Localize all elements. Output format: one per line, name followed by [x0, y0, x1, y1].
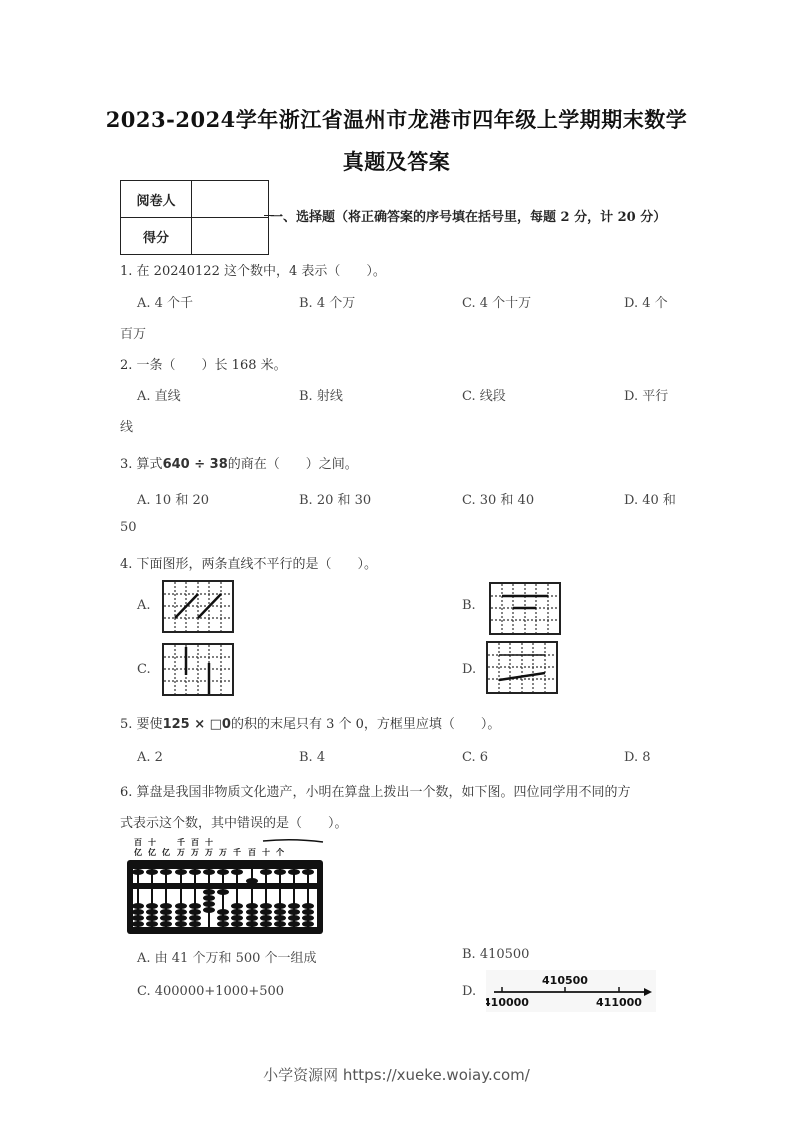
- grid-figure-a[interactable]: [162, 580, 234, 633]
- document-title-line1: 2023-2024学年浙江省温州市龙港市四年级上学期期末数学: [105, 107, 688, 132]
- svg-text:百: 百: [191, 838, 199, 847]
- q1-option-c[interactable]: C. 4 个十万: [462, 296, 532, 311]
- question-stem-after: 的商在（ ）之间。: [227, 457, 358, 472]
- svg-text:亿: 亿: [148, 848, 156, 857]
- grid-figure-d[interactable]: [486, 641, 558, 694]
- document-title-line2: 真题及答案: [342, 149, 451, 174]
- q6-option-d[interactable]: D.: [462, 984, 477, 999]
- svg-text:百: 百: [248, 848, 256, 857]
- svg-text:十: 十: [205, 838, 213, 847]
- math-expression: 125 × □0: [162, 717, 231, 732]
- svg-text:千: 千: [233, 848, 241, 857]
- q6-option-a[interactable]: A. 由 41 个万和 500 个一组成: [137, 951, 317, 966]
- q2-option-a[interactable]: A. 直线: [137, 389, 181, 404]
- q4-option-d[interactable]: D.: [462, 662, 477, 677]
- question-stem: 一条（ ）长 168 米。: [136, 358, 287, 373]
- question-number: 2.: [120, 358, 133, 373]
- q2-option-b[interactable]: B. 射线: [299, 389, 343, 404]
- q2-option-c[interactable]: C. 线段: [462, 389, 506, 404]
- grader-row: [121, 181, 269, 218]
- grid-figure-c[interactable]: [162, 643, 234, 696]
- question-number: 5.: [120, 717, 133, 732]
- q3-option-c[interactable]: C. 30 和 40: [462, 493, 535, 508]
- q3-option-d[interactable]: D. 40 和: [624, 493, 676, 508]
- question-stem-before: 算式: [136, 457, 163, 472]
- question-number: 4.: [120, 557, 133, 572]
- svg-text:百: 百: [134, 838, 142, 847]
- question-6: [120, 781, 631, 800]
- numberline-mid-label: 410500: [542, 974, 588, 987]
- score-value-field[interactable]: [192, 218, 269, 255]
- svg-text:亿: 亿: [162, 848, 170, 857]
- q1-option-d-wrap: 百万: [120, 327, 147, 342]
- question-stem: 算盘是我国非物质文化遗产，小明在算盘上拨出一个数，如下图。四位同学用不同的方: [136, 785, 631, 800]
- svg-text:万: 万: [205, 848, 213, 857]
- q5-option-d[interactable]: D. 8: [624, 750, 651, 765]
- question-stem: 下面图形，两条直线不平行的是（ ）。: [136, 557, 378, 572]
- q4-option-b[interactable]: B.: [462, 598, 476, 613]
- q2-option-d[interactable]: D. 平行: [624, 389, 669, 404]
- q4-option-a[interactable]: A.: [137, 598, 151, 613]
- question-2: [120, 354, 287, 373]
- svg-text:亿: 亿: [134, 848, 142, 857]
- q2-option-d-wrap: 线: [120, 420, 134, 435]
- section-heading: 一、选择题（将正确答案的序号填在括号里，每题 2 分，计 20 分）: [270, 206, 666, 225]
- question-number: 6.: [120, 785, 133, 800]
- q4-option-c[interactable]: C.: [137, 662, 151, 677]
- question-1: [120, 260, 386, 279]
- question-stem-before: 要使: [136, 717, 163, 732]
- svg-text:十: 十: [262, 848, 270, 857]
- q1-option-a[interactable]: A. 4 个千: [137, 296, 194, 311]
- grader-label: 阅卷人: [121, 181, 192, 218]
- svg-text:万: 万: [191, 848, 199, 857]
- score-label: 得分: [121, 218, 192, 255]
- q5-option-b[interactable]: B. 4: [299, 750, 326, 765]
- math-expression: 640 ÷ 38: [162, 457, 228, 472]
- svg-text:个: 个: [276, 848, 284, 857]
- q6-option-b[interactable]: B. 410500: [462, 947, 530, 962]
- score-row: [121, 218, 269, 255]
- svg-text:十: 十: [148, 838, 156, 847]
- q5-option-a[interactable]: A. 2: [137, 750, 163, 765]
- number-line-figure: [486, 970, 656, 1016]
- question-5: [120, 713, 500, 732]
- question-number: 3.: [120, 457, 133, 472]
- question-stem-after: 的积的末尾只有 3 个 0，方框里应填（ ）。: [230, 717, 501, 732]
- q3-option-d-wrap: 50: [120, 520, 137, 535]
- q3-option-b[interactable]: B. 20 和 30: [299, 493, 372, 508]
- q6-option-c[interactable]: C. 400000+1000+500: [137, 984, 285, 999]
- question-number: 1.: [120, 264, 133, 279]
- svg-text:万: 万: [219, 848, 227, 857]
- svg-text:万: 万: [177, 848, 185, 857]
- question-4: [120, 553, 377, 572]
- numberline-right-label: 411000: [596, 996, 642, 1009]
- svg-text:千: 千: [177, 838, 185, 847]
- q1-option-b[interactable]: B. 4 个万: [299, 296, 356, 311]
- abacus-figure: [123, 836, 328, 940]
- footer-watermark: 小学资源网 https://xueke.woiay.com/: [263, 1066, 530, 1084]
- question-3: [120, 453, 358, 472]
- grader-value-field[interactable]: [192, 181, 269, 218]
- q5-option-c[interactable]: C. 6: [462, 750, 489, 765]
- q3-option-a[interactable]: A. 10 和 20: [137, 493, 210, 508]
- q1-option-d[interactable]: D. 4 个: [624, 296, 668, 311]
- grid-figure-b[interactable]: [489, 582, 561, 635]
- question-6-line2: 式表示这个数，其中错误的是（ ）。: [120, 816, 348, 831]
- numberline-left-label: 410000: [486, 996, 529, 1009]
- grader-table: [120, 180, 269, 255]
- question-stem: 在 20240122 这个数中，4 表示（ ）。: [136, 264, 386, 279]
